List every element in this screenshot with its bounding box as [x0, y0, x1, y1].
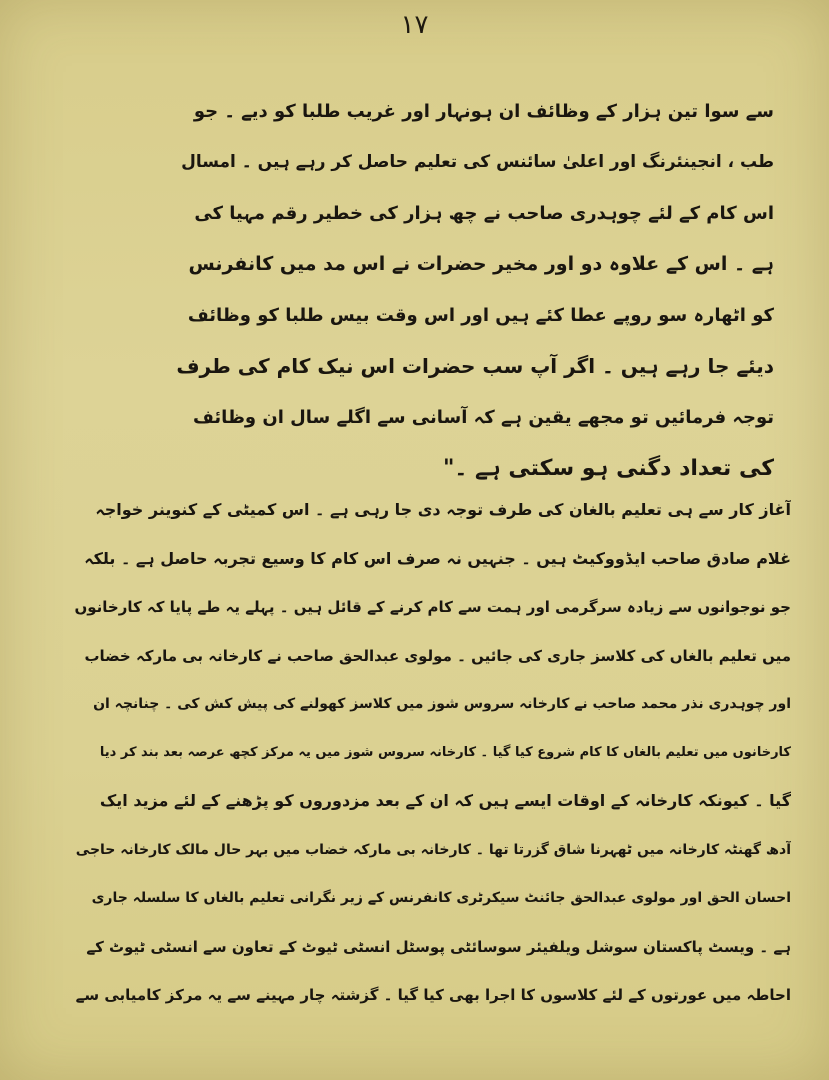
text-line: غلام صادق صاحب ایڈووکیٹ ہیں ۔ جنہیں نہ صرف اس کام کا وسیع تجربہ حاصل ہے ۔ بلکہ [84, 548, 791, 568]
text-line: ہے ۔ ویسٹ پاکستان سوشل ویلفیئر سوسائٹی پوسٹل انسٹی ٹیوٹ کے تعاون سے انسٹی ٹیوٹ کے [86, 937, 791, 956]
text-line: آغاز کار سے ہی تعلیم بالغان کی طرف توجہ دی جا رہی ہے ۔ اس کمیٹی کے کنوینر خواجہ [95, 500, 791, 519]
text-line: احسان الحق اور مولوی عبدالحق جائنٹ سیکرٹری کانفرنس کے زیر نگرانی تعلیم بالغاں کا سلسلہ جاری [91, 890, 791, 906]
text-line: سے سوا تین ہزار کے وظائف ان ہونہار اور غریب طلبا کو دیے ۔ جو [193, 101, 774, 122]
text-line: جو نوجوانوں سے زیادہ سرگرمی اور ہمت سے کام کرنے کے قائل ہیں ۔ پہلے یہ طے پایا کہ کارخانوں [74, 598, 791, 616]
quoted-paragraph [174, 86, 774, 494]
text-line: گیا ۔ کیونکہ کارخانہ کے اوقات ایسے ہیں کہ ان کے بعد مزدوروں کو پڑھنے کے لئے مزید ایک [99, 791, 791, 810]
text-line: احاطہ میں عورتوں کے لئے کلاسوں کا اجرا بھی کیا گیا ۔ گزشتہ چار مہینے سے یہ مرکز کامیابی سے [75, 986, 791, 1004]
text-line: میں تعلیم بالغاں کی کلاسز جاری کی جائیں ۔ مولوی عبدالحق صاحب نے کارخانہ بی مارکہ خضاب [84, 646, 791, 665]
text-line: کو اٹھارہ سو روپے عطا کئے ہیں اور اس وقت بیس طلبا کو وظائف [187, 305, 774, 326]
text-line: اور چوہدری نذر محمد صاحب نے کارخانہ سروس شوز میں کلاسز کھولنے کی پیش کش کی ۔ چنانچہ ان [93, 696, 791, 712]
page-number: ۱۷ [400, 10, 429, 40]
text-line: اس کام کے لئے چوہدری صاحب نے چھ ہزار کی خطیر رقم مہیا کی [194, 203, 774, 224]
text-line: توجہ فرمائیں تو مجھے یقین ہے کہ آسانی سے اگلے سال ان وظائف [192, 407, 774, 428]
text-line: کی تعداد دگنی ہو سکتی ہے ۔" [442, 456, 774, 481]
text-line: ہے ۔ اس کے علاوہ دو اور مخیر حضرات نے اس مد میں کانفرنس [188, 253, 774, 275]
text-line: طب ، انجینئرنگ اور اعلیٰ سائنس کی تعلیم حاصل کر رہے ہیں ۔ امسال [181, 152, 774, 172]
text-line: آدھ گھنٹہ کارخانہ میں ٹھہرنا شاق گزرتا تھا ۔ کارخانہ بی مارکہ خضاب میں بہر حال مالک کارخانہ حاجی [75, 841, 791, 858]
text-line: دیئے جا رہے ہیں ۔ اگر آپ سب حضرات اس نیک کام کی طرف [176, 354, 774, 378]
body-paragraph [61, 486, 791, 1020]
text-line: کارخانوں میں تعلیم بالغاں کا کام شروع کیا گیا ۔ کارخانہ سروس شوز میں یہ مرکز کچھ عرصہ بعد بند کر دیا [99, 744, 791, 760]
